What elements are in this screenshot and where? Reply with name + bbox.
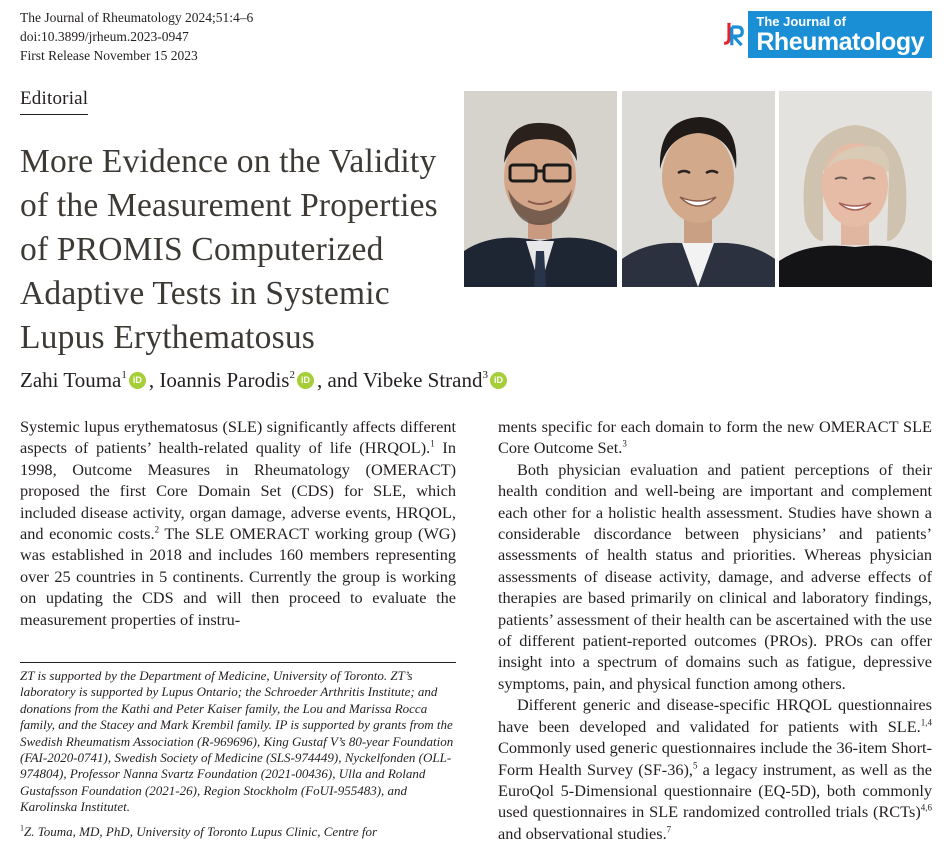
body-paragraph <box>498 416 932 459</box>
author-separator: , and <box>316 368 364 392</box>
jr-logo-mark-icon <box>722 14 744 54</box>
author-photo-parodis <box>622 91 775 287</box>
funding-footnote <box>20 668 456 840</box>
body-text: and observational studies. <box>498 823 667 843</box>
body-text: Different generic and disease-specific HRQOL questionnaires have been developed and validated for patients with SLE. <box>498 695 932 736</box>
author-name[interactable]: Ioannis Parodis <box>159 368 290 392</box>
author-photo-strand <box>779 91 932 287</box>
article-title: More Evidence on the Validity of the Measurement Properties of PROMIS Computerized Adaptive Tests in Systemic Lupus Erythematosus <box>20 143 438 356</box>
release-date: First Release November 15 2023 <box>20 48 198 63</box>
affiliation-text <box>20 824 456 840</box>
author-photo-touma <box>464 91 617 287</box>
orcid-icon[interactable]: iD <box>297 372 314 389</box>
body-text: Systemic lupus erythematosus (SLE) significantly affects different aspects of patients’ health-related quality of life (HRQOL). <box>20 417 456 458</box>
affil-sup: 1 <box>20 823 24 833</box>
citation-ref[interactable]: 1,4 <box>920 717 932 728</box>
funding-text: ZT is supported by the Department of Medicine, University of Toronto. ZT’s laboratory is supported by Lupus Ontario; the Schroeder Arthritis Institute; and donations from the Kathi and Peter Kaiser family, the Lou and Marissa Rocca family, and the Stacey and Mark Krembil family. IP is supported by grants from the Swedish Rheumatism Association (R-969696), King Gustaf V’s 80-year Foundation (FAI-2020-0741), Swedish Society of Medicine (SLS-974449), Nyckelfonden (OLL-974804), Professor Nanna Svartz Foundation (2021-00436), Ulla and Roland Gustafsson Foundation (2021-26), Region Stockholm (FoUI-955483), and Karolinska Institutet. <box>20 668 454 815</box>
footnote-divider <box>20 662 456 663</box>
author-name[interactable]: Zahi Touma <box>20 368 122 392</box>
body-text: In 1998, Outcome Measures in Rheumatology (OMERACT) proposed the first Core Domain Set (CDS) for SLE, which included disease activity, organ damage, adverse events, HRQOL, and economic costs. <box>20 438 456 544</box>
author-affil-sup: 3 <box>482 368 488 381</box>
affil-line: Z. Touma, MD, PhD, University of Toronto Lupus Clinic, Centre for <box>24 823 378 839</box>
body-paragraph <box>498 694 932 844</box>
journal-citation: The Journal of Rheumatology 2024;51:4–6 <box>20 10 254 25</box>
citation-ref[interactable]: 1 <box>430 438 435 449</box>
body-paragraph: Both physician evaluation and patient perceptions of their health condition and well-being are important and complement each other for a holistic health assessment. Studies have shown a considerable discordance between physicians’ and patients’ assessments of health status and priorities. Whereas physician assessments of disease activity, damage, and adverse effects of therapies are based primarily on clinical and laboratory findings, patients’ assessment of their health can be ascertained with the use of different patient-reported outcomes (PROs). PROs can offer insight into a spectrum of domains such as fatigue, depressive symptoms, pain, and physical function among others. <box>498 459 932 693</box>
body-text: Commonly used generic questionnaires include the 36-item Short-Form Health Survey (SF-36), <box>498 738 932 779</box>
citation-ref[interactable]: 5 <box>692 760 698 771</box>
logo-line-1: The Journal of <box>756 13 846 29</box>
orcid-icon[interactable]: iD <box>129 372 146 389</box>
author-affil-sup: 2 <box>289 368 295 381</box>
body-text: ments specific for each domain to form the new OMERACT SLE Core Outcome Set. <box>498 417 932 458</box>
section-label: Editorial <box>20 88 88 115</box>
body-paragraph <box>20 416 456 630</box>
orcid-icon[interactable]: iD <box>490 372 507 389</box>
citation-ref[interactable]: 7 <box>666 824 672 835</box>
author-list <box>20 368 510 393</box>
author-name[interactable]: Vibeke Strand <box>363 368 483 392</box>
body-text: The SLE OMERACT working group (WG) was established in 2018 and includes 160 members representing over 25 countries in 5 continents. Currently the group is working on updating the CDS and will then proceed to evaluate the measurement properties of instru- <box>20 524 456 629</box>
doi-link[interactable]: doi:10.3899/jrheum.2023-0947 <box>20 29 189 44</box>
logo-text-box <box>748 11 932 58</box>
citation-ref[interactable]: 3 <box>622 438 627 449</box>
citation-block <box>20 8 253 65</box>
body-column-right <box>498 416 932 844</box>
author-separator: , <box>148 368 160 392</box>
citation-ref[interactable]: 4,6 <box>920 802 932 813</box>
body-text: a legacy instrument, as well as the EuroQol 5-Dimensional questionnaire (EQ-5D), both commonly used questionnaires in SLE randomized controlled trials (RCTs) <box>498 759 932 822</box>
body-column-left <box>20 416 456 630</box>
journal-logo[interactable] <box>722 10 932 58</box>
logo-line-2: Rheumatology <box>756 27 924 56</box>
author-affil-sup: 1 <box>121 368 127 381</box>
citation-ref[interactable]: 2 <box>154 524 160 535</box>
